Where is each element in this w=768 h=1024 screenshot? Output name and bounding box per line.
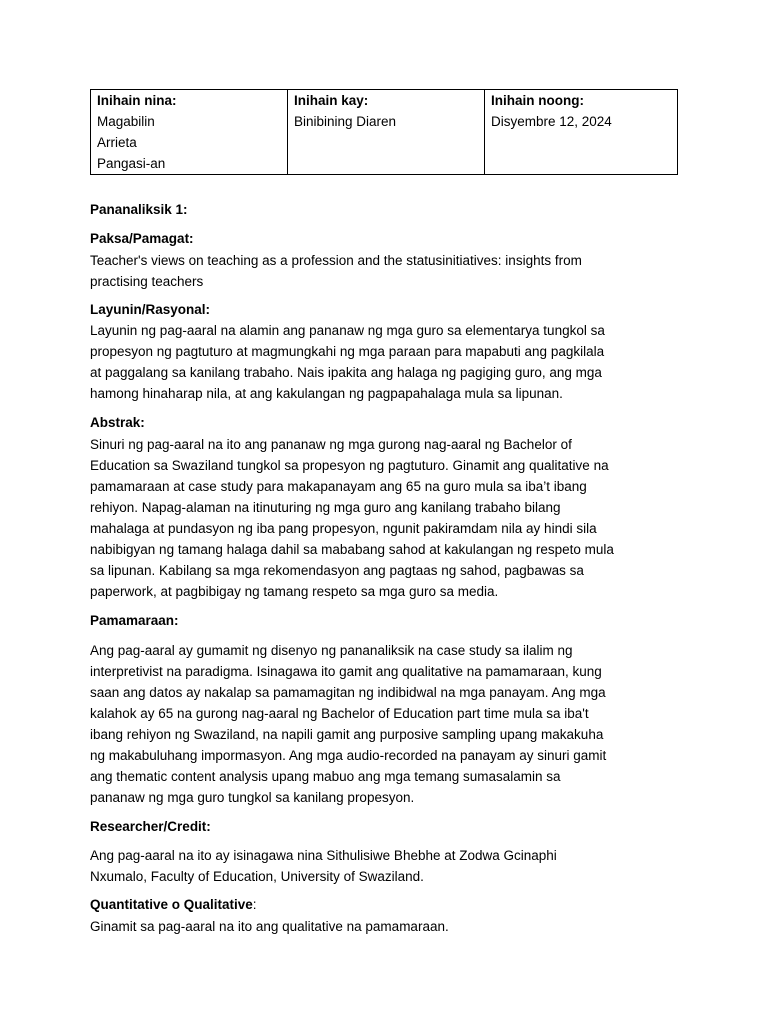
submitted-to-heading: Inihain kay: bbox=[294, 93, 369, 108]
text-line: nabibigyan ng tamang halaga dahil sa mababang sahod at kakulangan ng respeto mula bbox=[90, 542, 614, 557]
objective-text bbox=[90, 320, 690, 404]
text-line: Nxumalo, Faculty of Education, University of Swaziland. bbox=[90, 869, 424, 884]
text-line: mahalaga at pundasyon ng iba pang propesyon, ngunit pakiramdam nila ay hindi sila bbox=[90, 521, 597, 536]
text-line: kalahok ay 65 na gurong nag-aaral ng Bachelor of Education part time mula sa iba't bbox=[90, 706, 589, 721]
submitter-name: Arrieta bbox=[97, 135, 137, 150]
topic-text bbox=[90, 250, 690, 292]
submitted-by-heading: Inihain nina: bbox=[97, 93, 177, 108]
credit-text bbox=[90, 845, 690, 887]
text-line: practising teachers bbox=[90, 274, 204, 289]
text-line: saan ang datos ay nakalap sa pamamagitan ng indibidwal na mga panayam. Ang mga bbox=[90, 685, 606, 700]
text-line: Ang pag-aaral na ito ay isinagawa nina Sithulisiwe Bhebhe at Zodwa Gcinaphi bbox=[90, 848, 557, 863]
type-heading: Quantitative o Qualitative bbox=[90, 897, 253, 912]
text-line: Layunin ng pag-aaral na alamin ang pananaw ng mga guro sa elementarya tungkol sa bbox=[90, 323, 605, 338]
topic-heading: Paksa/Pamagat: bbox=[90, 231, 194, 246]
text-line: hamong hinaharap nila, at ang kakulangan ng pagpapahalaga mula sa lipunan. bbox=[90, 386, 563, 401]
submission-date: Disyembre 12, 2024 bbox=[491, 114, 612, 129]
text-line: rehiyon. Napag-alaman na itinuturing ng mga guro ang kanilang trabaho bilang bbox=[90, 500, 561, 515]
type-text bbox=[90, 916, 690, 937]
submitted-by-cell bbox=[91, 90, 288, 175]
text-line: pananaw ng mga guro tungkol sa kanilang propesyon. bbox=[90, 790, 415, 805]
text-line: ng makabuluhang impormasyon. Ang mga audio-recorded na panayam ay sinuri gamit bbox=[90, 748, 607, 763]
submitter-name: Magabilin bbox=[97, 114, 155, 129]
submission-info-table bbox=[90, 89, 678, 175]
objective-heading: Layunin/Rasyonal: bbox=[90, 302, 211, 317]
text-line: paperwork, at pagbibigay ng tamang respeto sa mga guro sa media. bbox=[90, 584, 499, 599]
text-line: sa lipunan. Kabilang sa mga rekomendasyon ang pagtaas ng sahod, pagbawas sa bbox=[90, 563, 584, 578]
text-line: ibang rehiyon ng Swaziland, na napili gamit ang purposive sampling upang makakuha bbox=[90, 727, 604, 742]
recipient-name: Binibining Diaren bbox=[294, 114, 397, 129]
submitter-name: Pangasi-an bbox=[97, 156, 166, 171]
type-heading-row bbox=[90, 896, 690, 914]
research-title: Pananaliksik 1: bbox=[90, 202, 188, 217]
type-heading-colon: : bbox=[252, 897, 257, 912]
text-line: Sinuri ng pag-aaral na ito ang pananaw ng mga gurong nag-aaral ng Bachelor of bbox=[90, 437, 572, 452]
text-line: interpretivist na paradigma. Isinagawa ito gamit ang qualitative na pamamaraan, kung bbox=[90, 664, 602, 679]
text-line: Teacher's views on teaching as a profession and the statusinitiatives: insights from bbox=[90, 253, 582, 268]
text-line: ang thematic content analysis upang mabuo ang mga temang sumasalamin sa bbox=[90, 769, 561, 784]
abstract-heading: Abstrak: bbox=[90, 415, 145, 430]
credit-heading: Researcher/Credit: bbox=[90, 819, 211, 834]
submitted-on-cell bbox=[485, 90, 678, 175]
text-line: at paggalang sa kanilang trabaho. Nais ipakita ang halaga ng pagiging guro, ang mga bbox=[90, 365, 602, 380]
method-text bbox=[90, 640, 690, 808]
submitted-to-cell bbox=[288, 90, 485, 175]
text-line: Education sa Swaziland tungkol sa propesyon ng pagtuturo. Ginamit ang qualitative na bbox=[90, 458, 609, 473]
abstract-text bbox=[90, 434, 690, 602]
submitted-on-heading: Inihain noong: bbox=[491, 93, 584, 108]
text-line: Ang pag-aaral ay gumamit ng disenyo ng pananaliksik na case study sa ilalim ng bbox=[90, 643, 573, 658]
text-line: propesyon ng pagtuturo at magmungkahi ng mga paraan para mapabuti ang pagkilala bbox=[90, 344, 605, 359]
method-heading: Pamamaraan: bbox=[90, 613, 179, 628]
text-line: Ginamit sa pag-aaral na ito ang qualitative na pamamaraan. bbox=[90, 919, 449, 934]
text-line: pamamaraan at case study para makapanayam ang 65 na guro mula sa iba’t ibang bbox=[90, 479, 587, 494]
